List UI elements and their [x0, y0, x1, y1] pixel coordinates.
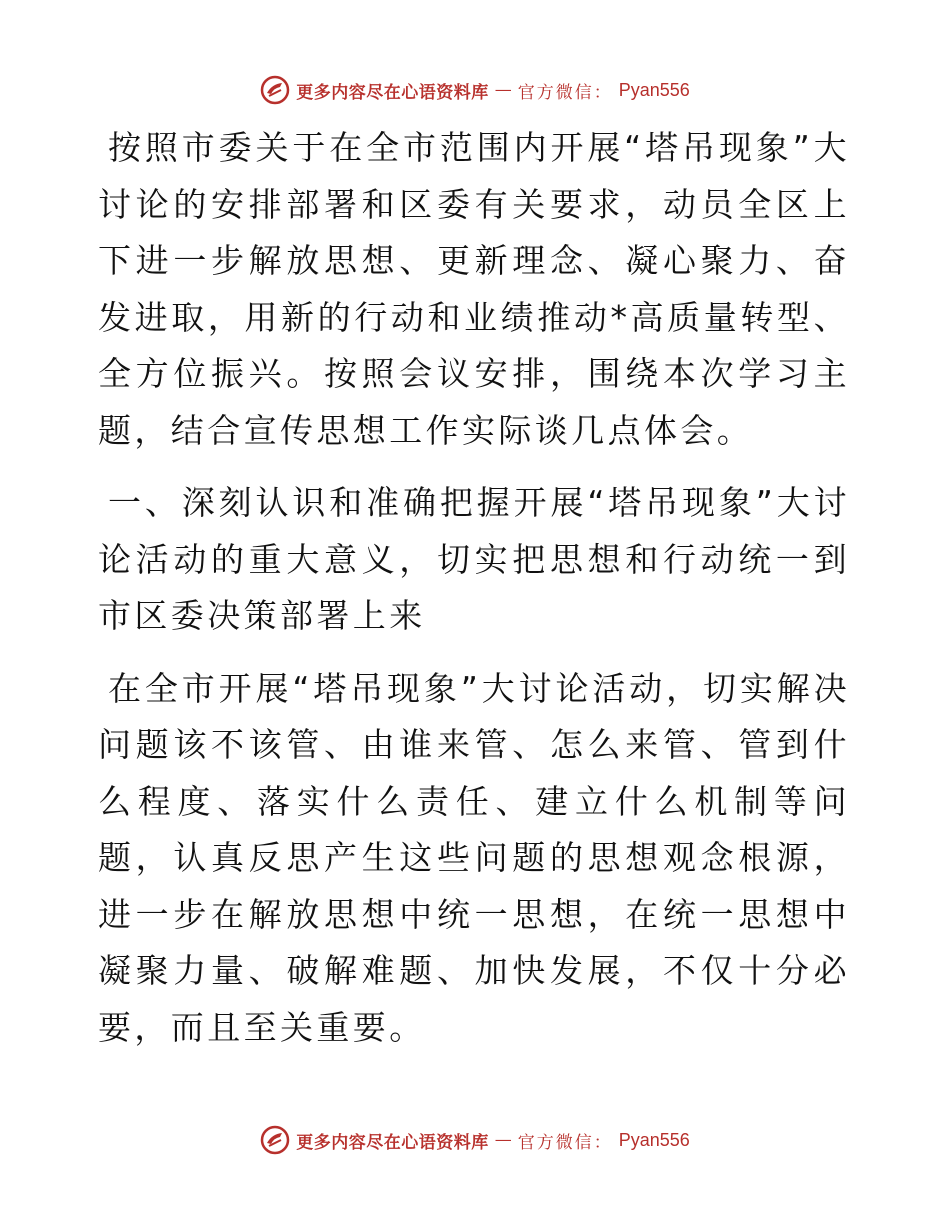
paragraph-body: 在全市开展“塔吊现象”大讨论活动，切实解决问题该不该管、由谁来管、怎么来管、管到什么程度、落实什么责任、建立什么机制等问题，认真反思产生这些问题的思想观念根源，进一步在解放思想中统一思想，在统一思想中凝聚力量、破解难题、加快发展，不仅十分必要，而且至关重要。	[98, 668, 850, 1047]
header-banner	[0, 72, 950, 108]
paragraph-intro: 按照市委关于在全市范围内开展“塔吊现象”大讨论的安排部署和区委有关要求，动员全区上下进一步解放思想、更新理念、凝心聚力、奋发进取，用新的行动和业绩推动*高质量转型、全方位振兴。按照会议安排，围绕本次学习主题，结合宣传思想工作实际谈几点体会。	[98, 128, 850, 450]
banner-wechat-label: 官方微信：	[517, 1132, 613, 1153]
footer-banner	[0, 1122, 950, 1158]
banner-text: 更多内容尽在心语资料库	[296, 1132, 489, 1153]
banner-wechat-id: Pyan556	[618, 79, 690, 100]
document-body	[98, 120, 850, 1072]
section-heading: 一、深刻认识和准确把握开展“塔吊现象”大讨论活动的重大意义，切实把思想和行动统一到市区委决策部署上来	[98, 483, 850, 635]
banner-dash: —	[494, 80, 512, 100]
banner-wechat-label: 官方微信：	[517, 82, 613, 103]
banner-text: 更多内容尽在心语资料库	[296, 82, 489, 103]
book-logo-icon	[260, 1125, 290, 1155]
banner-wechat-id: Pyan556	[618, 1129, 690, 1150]
book-logo-icon	[260, 75, 290, 105]
banner-dash: —	[494, 1130, 512, 1150]
